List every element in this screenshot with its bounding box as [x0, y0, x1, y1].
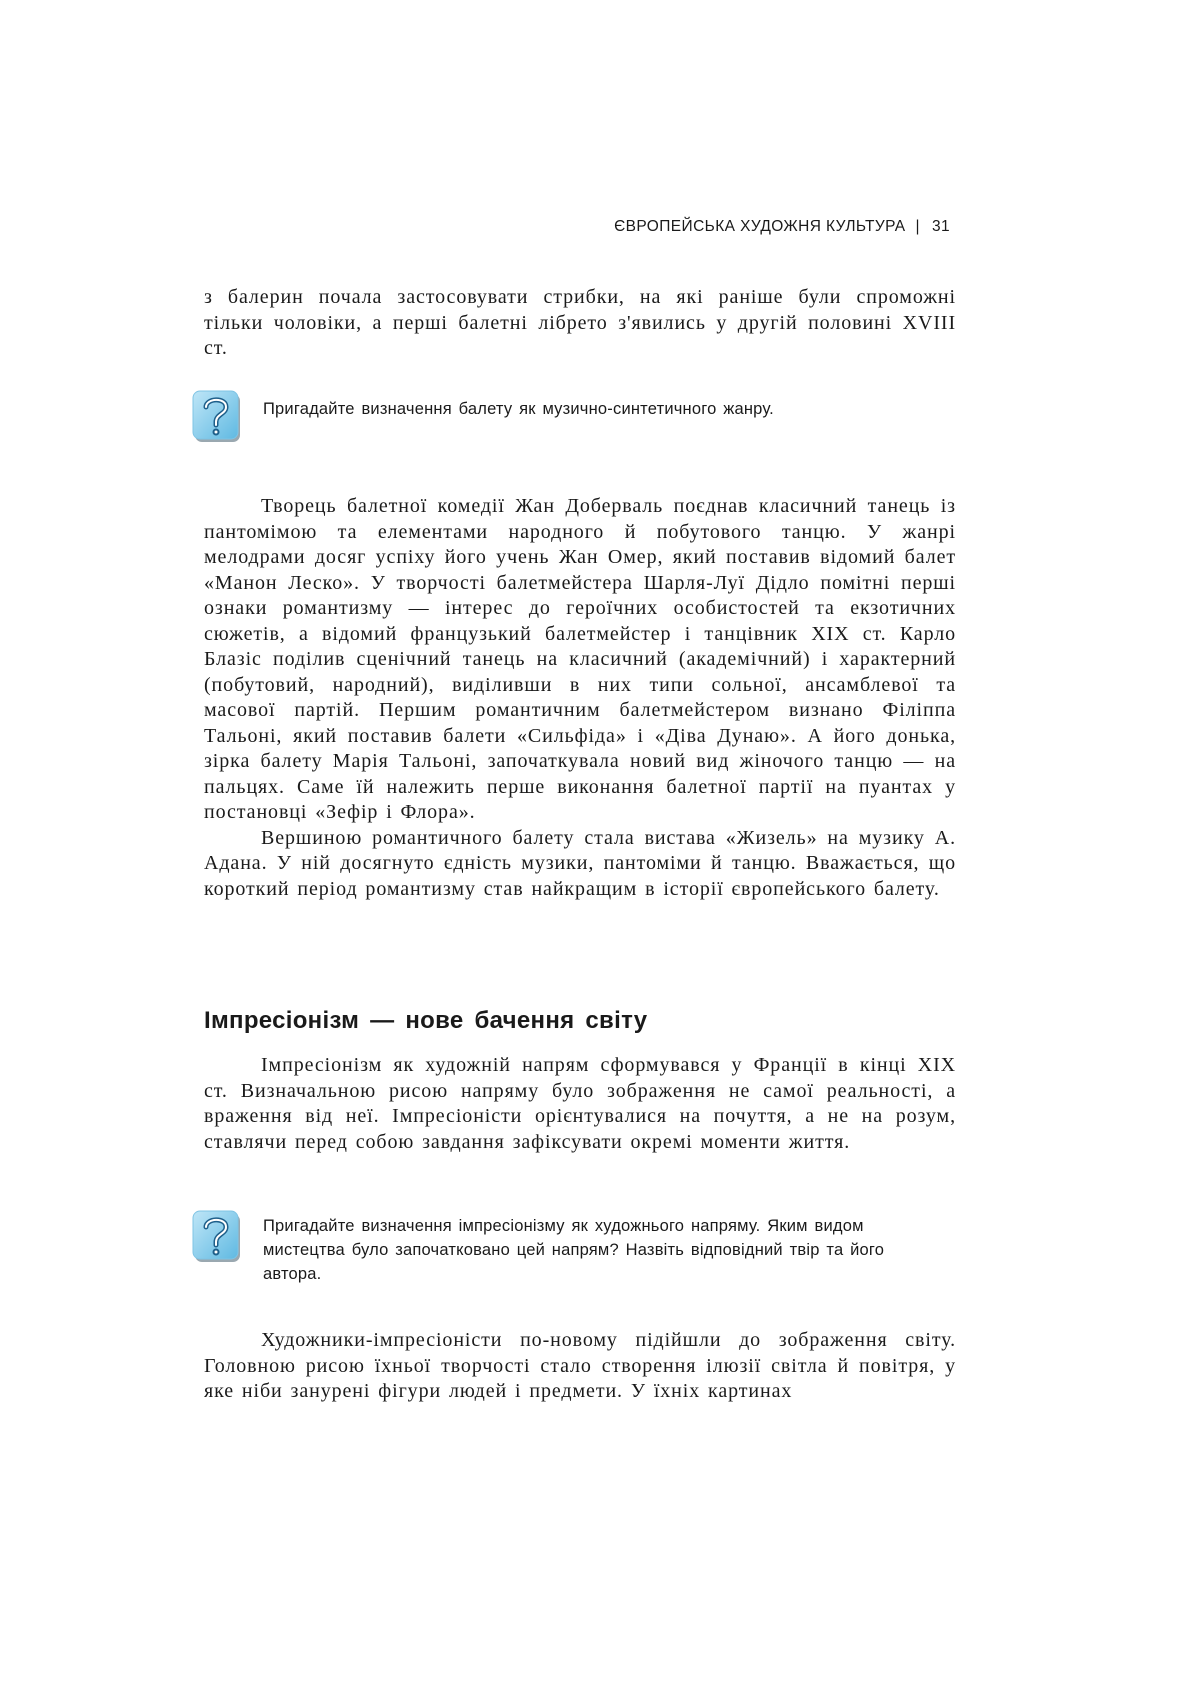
impressionism-intro-text	[204, 1053, 956, 1155]
intro-paragraph: з балерин почала застосовувати стрибки, на які раніше були спроможні тільки чоловіки, а перші балетні лібрето з'явились у другій половині XVIII ст.	[204, 286, 956, 359]
question-mark-icon	[192, 390, 242, 444]
paragraph-romantic-ballet: Вершиною романтичного балету стала вистава «Жизель» на музику А. Адана. У ній досягнуто єдність музики, пантоміми й танцю. Вважається, що короткий період романтизму став найкращим в історії європейського балету.	[204, 826, 956, 900]
question-mark-icon	[192, 1210, 242, 1264]
impressionism-text	[204, 1328, 956, 1405]
ballet-text	[204, 494, 956, 902]
header-separator: |	[915, 218, 920, 235]
running-title: ЄВРОПЕЙСЬКА ХУДОЖНЯ КУЛЬТУРА	[614, 218, 906, 235]
paragraph-impressionism-intro: Імпресіонізм як художній напрям сформувався у Франції в кінці XIX ст. Визначальною рисою напряму було зображення не самої реальності, а враження від неї. Імпресіоністи орієнтувалися на почуття, а не на розум, ставлячи перед собою завдання зафіксувати окремі моменти життя.	[204, 1054, 956, 1153]
page-number: 31	[931, 218, 950, 235]
note-text: Пригадайте визначення балету як музично-синтетичного жанру.	[263, 400, 774, 418]
running-header	[614, 218, 950, 236]
note-text: Пригадайте визначення імпресіонізму як художнього напряму. Яким видом мистецтва було започатковано цей напрям? Назвіть відповідний твір та його автора.	[263, 1217, 885, 1283]
paragraph-ballet-history: Творець балетної комедії Жан Доберваль поєднав класичний танець із пантомімою та елементами народного й побутового танцю. У жанрі мелодрами досяг успіху його учень Жан Омер, який поставив відомий балет «Манон Леско». У творчості балетмейстера Шарля-Луї Дідло помітні перші ознаки романтизму — інтерес до героїчних особистостей та екзотичних сюжетів, а відомий французький балетмейстер і танцівник XIX ст. Карло Блазіс поділив сценічний танець на класичний (академічний) і характерний (побутовий, народний), виділивши в них типи сольної, ансамблевої та масової партій. Першим романтичним балетмейстером визнано Філіппа Тальоні, який поставив балети «Сильфіда» і «Діва Дунаю». А його донька, зірка балету Марія Тальоні, започаткувала новий вид жіночого танцю — на пальцях. Саме їй належить перше виконання балетної партії на пуантах у постановці «Зефір і Флора».	[204, 495, 956, 823]
intro-text	[204, 285, 956, 362]
paragraph-impressionism-light: Художники-імпресіоністи по-новому підійшли до зображення світу. Головною рисою їхньої творчості стало створення ілюзії світла й повітря, у яке ніби занурені фігури людей і предмети. У їхніх картинах	[204, 1329, 956, 1402]
section-title: Імпресіонізм — нове бачення світу	[204, 1007, 648, 1034]
